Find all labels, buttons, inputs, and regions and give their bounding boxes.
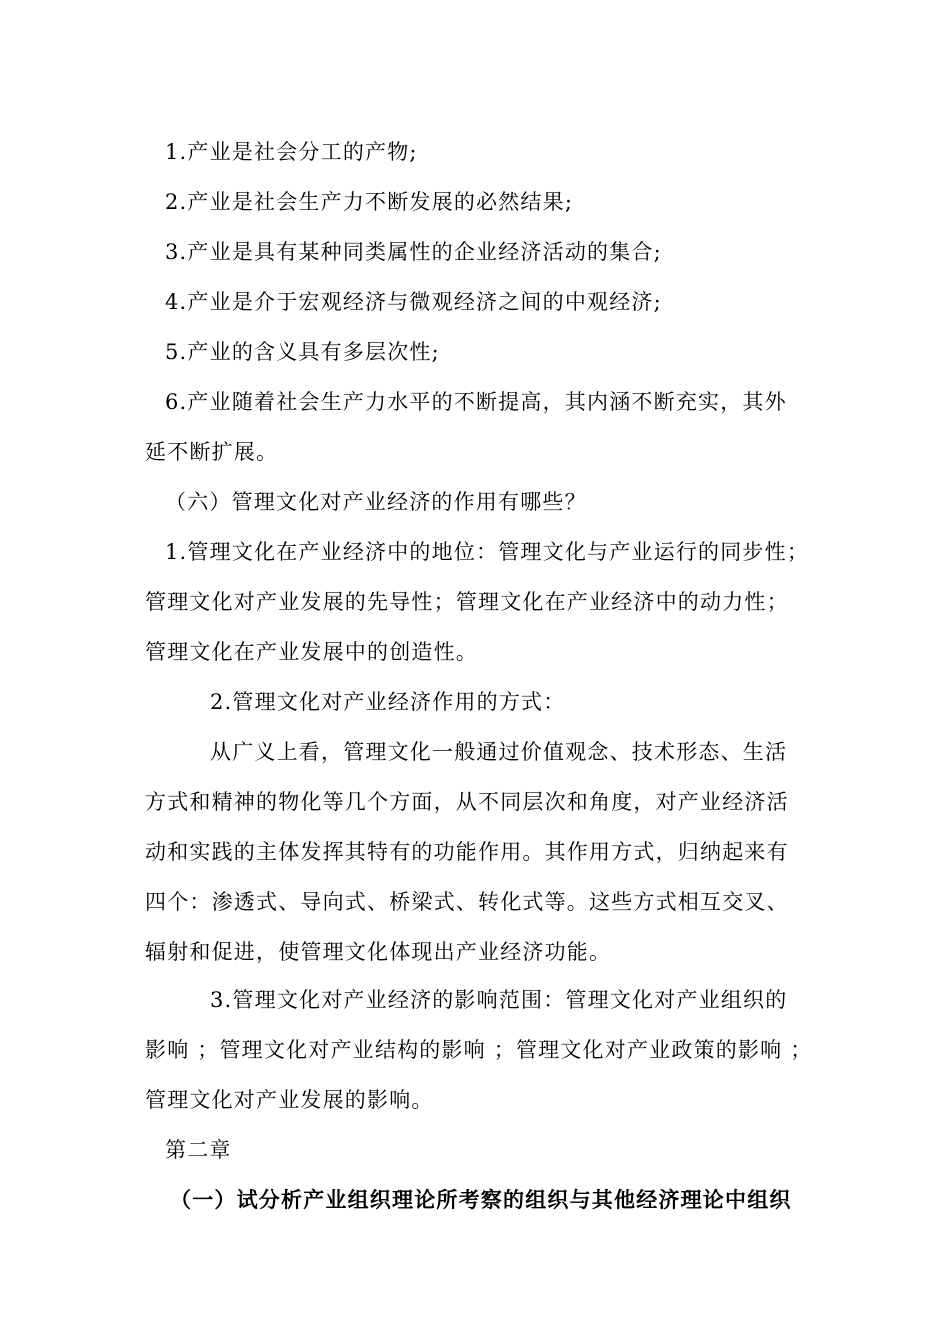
paragraph-line-16: 四个：渗透式、导向式、桥梁式、转化式等。这些方式相互交叉、 [145,890,789,914]
paragraph-line-15: 动和实践的主体发挥其特有的功能作用。其作用方式，归纳起来有 [145,840,789,864]
paragraph-line-12: 2.管理文化对产业经济作用的方式： [210,690,566,714]
paragraph-line-7: 延不断扩展。 [145,440,279,464]
paragraph-line-20: 管理文化对产业发展的影响。 [145,1088,434,1112]
paragraph-line-4: 4.产业是介于宏观经济与微观经济之间的中观经济; [165,290,662,314]
paragraph-line-9: 1.管理文化在产业经济中的地位：管理文化与产业运行的同步性； [165,540,810,564]
paragraph-line-10: 管理文化对产业发展的先导性；管理文化在产业经济中的动力性； [145,590,789,614]
paragraph-line-2: 2.产业是社会生产力不断发展的必然结果; [165,190,574,214]
paragraph-line-13: 从广义上看，管理文化一般通过价值观念、技术形态、生活 [210,740,788,764]
paragraph-line-11: 管理文化在产业发展中的创造性。 [145,640,478,664]
section-heading-six: （六）管理文化对产业经济的作用有哪些？ [165,490,587,514]
paragraph-line-6: 6.产业随着社会生产力水平的不断提高，其内涵不断充实，其外 [165,390,787,414]
paragraph-line-19: 影响 ；管理文化对产业结构的影响 ；管理文化对产业政策的影响 ； [145,1038,813,1062]
paragraph-line-14: 方式和精神的物化等几个方面，从不同层次和角度，对产业经济活 [145,790,789,814]
paragraph-line-3: 3.产业是具有某种同类属性的企业经济活动的集合; [165,240,662,264]
paragraph-line-1: 1.产业是社会分工的产物; [165,140,418,164]
chapter-heading: 第二章 [165,1138,232,1162]
section-heading-one: （一）试分析产业组织理论所考察的组织与其他经济理论中组织 [170,1187,792,1212]
paragraph-line-5: 5.产业的含义具有多层次性; [165,340,440,364]
paragraph-line-18: 3.管理文化对产业经济的影响范围：管理文化对产业组织的 [210,988,788,1012]
paragraph-line-17: 辐射和促进，使管理文化体现出产业经济功能。 [145,940,612,964]
